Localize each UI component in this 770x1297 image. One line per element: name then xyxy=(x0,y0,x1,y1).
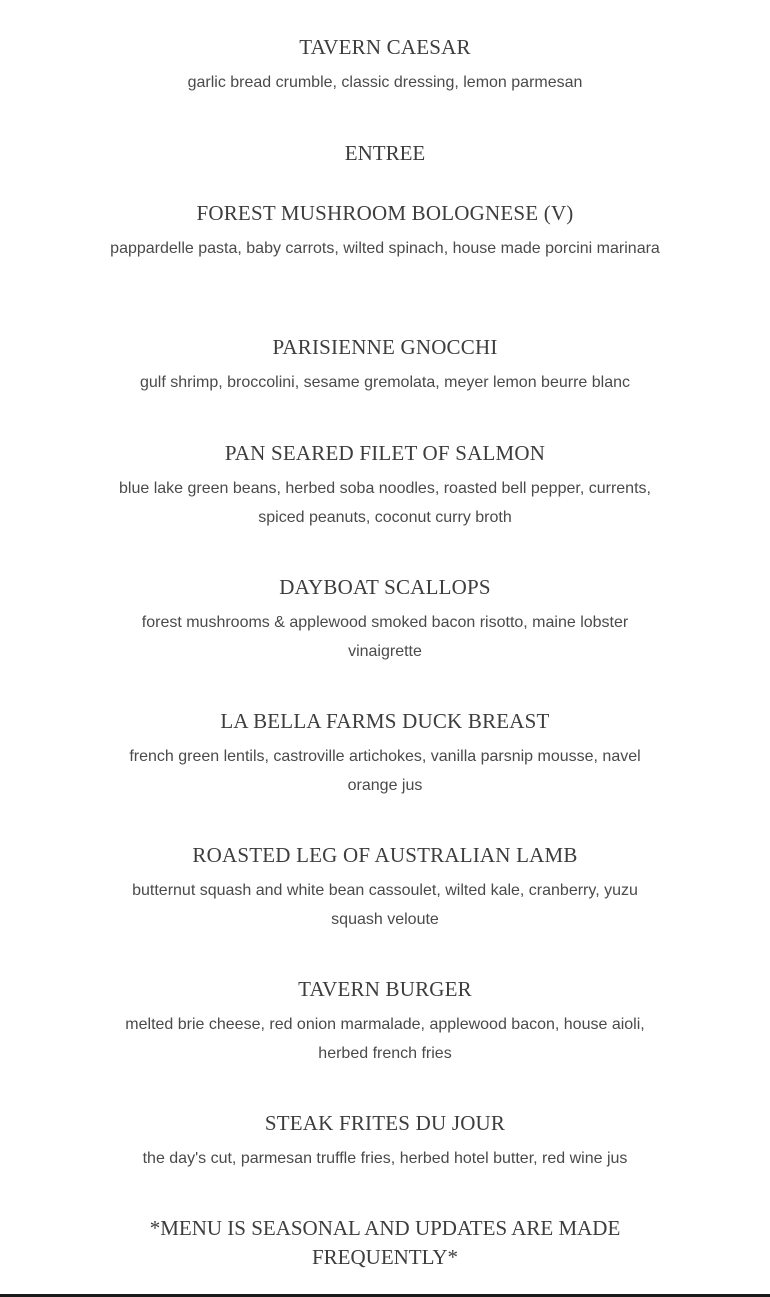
menu-item-name: FOREST MUSHROOM BOLOGNESE (V) xyxy=(196,201,574,225)
menu-item-name: STEAK FRITES DU JOUR xyxy=(264,1111,506,1135)
menu-item-description: the day's cut, parmesan truffle fries, herbed hotel butter, red wine jus xyxy=(142,1150,628,1167)
menu-item-parisienne-gnocchi xyxy=(110,333,660,397)
menu-item-name: TAVERN CAESAR xyxy=(299,35,471,59)
menu-item-duck-breast xyxy=(110,707,660,800)
menu-item-pan-seared-salmon xyxy=(110,439,660,532)
menu-item-description: blue lake green beans, herbed soba noodles, roasted bell pepper, currents, spiced peanuts, coconut curry broth xyxy=(119,480,651,526)
menu-item-forest-mushroom-bolognese xyxy=(110,199,660,263)
menu-item-name: PARISIENNE GNOCCHI xyxy=(272,335,498,359)
section-heading-entree: ENTREE xyxy=(344,141,426,165)
menu-item-tavern-burger xyxy=(110,975,660,1068)
menu-item-steak-frites xyxy=(110,1109,660,1173)
menu-item-description: melted brie cheese, red onion marmalade, applewood bacon, house aioli, herbed french fries xyxy=(125,1016,645,1062)
menu-item-tavern-caesar xyxy=(110,33,660,97)
menu-item-name: LA BELLA FARMS DUCK BREAST xyxy=(220,709,550,733)
menu-item-description: forest mushrooms & applewood smoked bacon risotto, maine lobster vinaigrette xyxy=(141,614,629,660)
menu-item-name: ROASTED LEG OF AUSTRALIAN LAMB xyxy=(192,843,578,867)
menu-item-description: french green lentils, castroville artichokes, vanilla parsnip mousse, navel orange jus xyxy=(129,748,641,794)
menu-item-description: garlic bread crumble, classic dressing, lemon parmesan xyxy=(187,74,583,91)
menu-item-name: PAN SEARED FILET OF SALMON xyxy=(224,441,546,465)
menu-item-description: butternut squash and white bean cassoulet, wilted kale, cranberry, yuzu squash veloute xyxy=(132,882,638,928)
menu-item-description: pappardelle pasta, baby carrots, wilted spinach, house made porcini marinara xyxy=(110,240,660,257)
seasonal-menu-note: *MENU IS SEASONAL AND UPDATES ARE MADE FREQUENTLY* xyxy=(149,1216,621,1269)
menu-item-description: gulf shrimp, broccolini, sesame gremolata, meyer lemon beurre blanc xyxy=(140,374,630,391)
menu-item-name: DAYBOAT SCALLOPS xyxy=(279,575,491,599)
menu-item-name: TAVERN BURGER xyxy=(298,977,472,1001)
menu-item-dayboat-scallops xyxy=(110,573,660,666)
menu-item-australian-lamb xyxy=(110,841,660,934)
